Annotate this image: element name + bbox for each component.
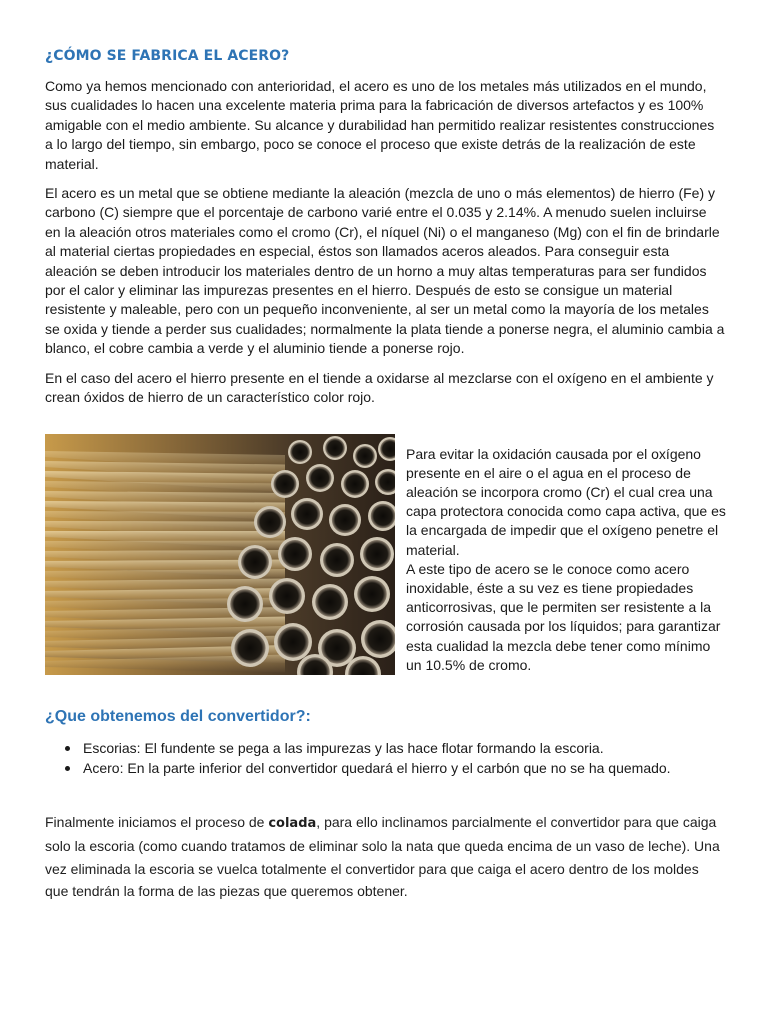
- pipe-hole: [281, 540, 309, 568]
- casting-text-after: , para ello inclinamos parcialmente el convertidor para que caiga solo la escoria (como cuando tratamos de eliminar solo la nata que queda encima de un vaso de leche). Una vez eliminada la escoria se vuelca totalmente el convertidor para que caiga el acero dentro de los moldes que tendrán la forma de las piezas que queremos obtener.: [45, 813, 720, 900]
- side-paragraph-chrome: Para evitar la oxidación causada por el oxígeno presente en el aire o el agua en el proceso de aleación se incorpora cromo (Cr) el cual crea una capa protectora conocida como capa activa, que es la encargada de impedir que el oxígeno penetre el material.: [406, 445, 726, 558]
- pipe-hole: [241, 548, 269, 576]
- paragraph-oxidation: En el caso del acero el hierro presente en el tiende a oxidarse al mezclarse con el oxígeno en el ambiente y crean óxidos de hierro de un característico color rojo.: [45, 369, 714, 406]
- pipe-hole: [355, 446, 375, 466]
- paragraph-alloy: El acero es un metal que se obtiene mediante la aleación (mezcla de uno o más elementos) de hierro (Fe) y carbono (C) siempre que el porcentaje de carbono varié entre el 0.035 y 2.14%. A menudo suelen incluirse en la aleación otros materiales como el cromo (Cr), el níquel (Ni) o el manganeso (Mg) con el fin de brindarle al material ciertas propiedades en especial, éstos son llamados aceros aleados. Para conseguir esta aleación se deben introducir los materiales dentro de un horno a muy altas temperaturas para ser fundidos por el calor y eliminar las impurezas presentes en el hierro. Después de esto se consigue un material resistente y maleable, pero con un pequeño inconveniente, al ser un metal como la mayoría de los metales se oxida y tiende a perder sus cualidades; normalmente la plata tiende a ponerse negra, el aluminio cambia a blanco, el cobre cambia a verde y el aluminio tiende a ponerse rojo.: [45, 185, 725, 357]
- section-title: ¿CÓMO SE FABRICA EL ACERO?: [45, 48, 290, 64]
- list-item-text: Escorias: El fundente se pega a las impurezas y las hace flotar formando la escoria.: [83, 739, 604, 756]
- converter-heading: ¿Que obtenemos del convertidor?:: [45, 707, 311, 725]
- list-item-text: Acero: En la parte inferior del convertidor quedará el hierro y el carbón que no se ha quemado.: [83, 759, 671, 776]
- pipe-hole: [315, 587, 345, 617]
- casting-bold-term: colada: [268, 815, 317, 831]
- list-item: [65, 738, 725, 758]
- pipe-hole: [234, 632, 265, 663]
- list-item: [65, 758, 725, 778]
- bullet-icon: [65, 746, 70, 751]
- bullet-icon: [65, 766, 70, 771]
- pipe-hole: [344, 472, 367, 495]
- pipe-hole: [309, 466, 332, 489]
- pipe-hole: [323, 546, 351, 574]
- pipe-hole: [357, 579, 387, 609]
- pipe-hole: [290, 442, 310, 462]
- pipe-hole: [363, 540, 391, 568]
- pipe-hole: [294, 500, 320, 526]
- steel-pipes-photo: [45, 434, 395, 675]
- document-page: [45, 48, 725, 903]
- pipe-hole: [274, 472, 297, 495]
- casting-text-before: Finalmente iniciamos el proceso de: [45, 813, 269, 830]
- pipe-hole: [325, 438, 345, 458]
- converter-list: [45, 738, 725, 778]
- side-paragraph-stainless: A este tipo de acero se le conoce como acero inoxidable, éste a su vez es tiene propiedades anticorrosivas, que le permiten ser resistente a la corrosión causada por los líquidos; para garantizar esta cualidad la mezcla debe tener como mínimo un 10.5% de cromo.: [406, 560, 721, 673]
- pipe-hole: [277, 626, 308, 657]
- side-text: [406, 445, 726, 675]
- paragraph-casting: [45, 811, 725, 903]
- pipe-hole: [364, 623, 395, 654]
- pipe-hole: [272, 581, 302, 611]
- pipe-hole: [230, 589, 260, 619]
- pipe-hole: [332, 506, 358, 532]
- paragraph-intro: Como ya hemos mencionado con anterioridad, el acero es uno de los metales más utilizados en el mundo, sus cualidades lo hacen una excelente materia prima para la fabricación de diversos artefactos y es 100% amigable con el medio ambiente. Su alcance y durabilidad han permitido realizar resistentes construcciones a lo largo del tiempo, sin embargo, poco se conoce el proceso que existe detrás de la realización de este material.: [45, 78, 715, 172]
- pipe-hole: [257, 508, 283, 534]
- pipe-hole: [371, 503, 395, 528]
- figure-row: [45, 434, 725, 680]
